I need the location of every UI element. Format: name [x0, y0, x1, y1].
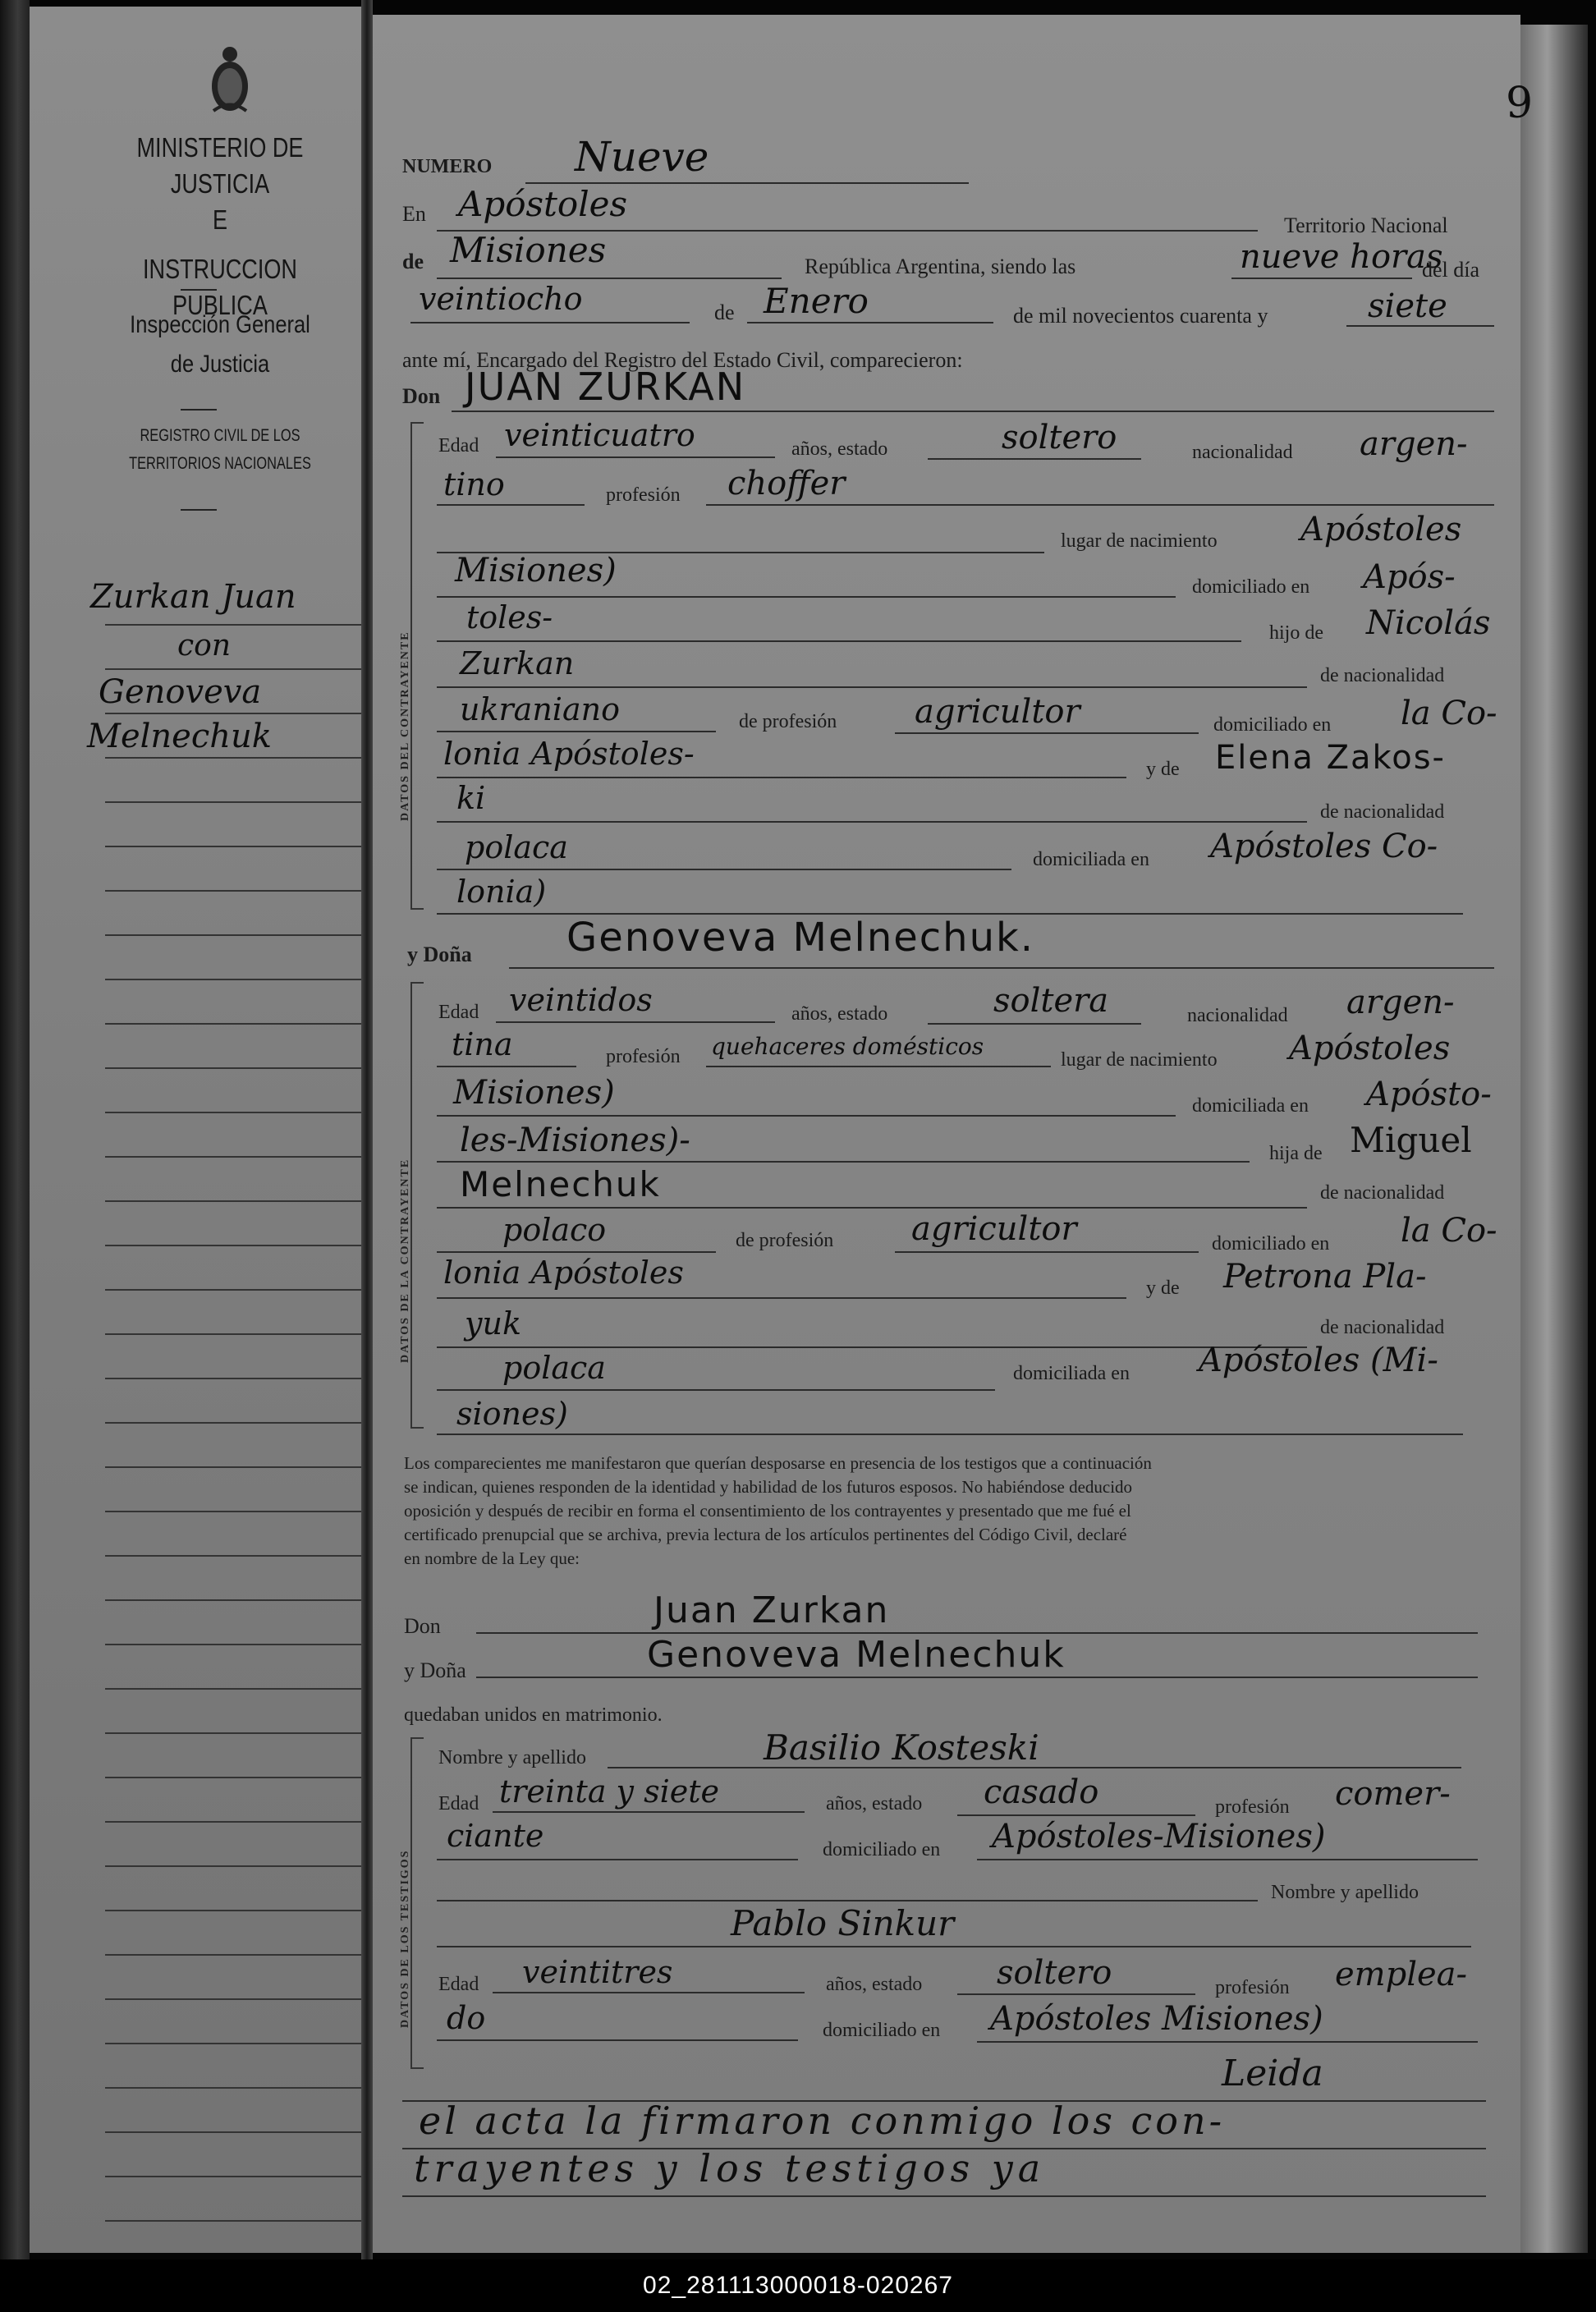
- margin-divider: [181, 509, 217, 511]
- label-groom-father-prof: de profesión: [739, 711, 837, 732]
- hw-groom-nat-1: argen-: [1360, 425, 1468, 463]
- label-bride-nacionalidad: nacionalidad: [1187, 1005, 1288, 1026]
- hw-bride-father-nat: polaco: [502, 1212, 607, 1248]
- label-bride-estado: años, estado: [791, 1003, 888, 1025]
- label-bride-father-prof: de profesión: [736, 1230, 834, 1251]
- hw-groom-father-nat: ukraniano: [460, 691, 620, 727]
- margin-note-line-4: Melnechuk: [87, 718, 273, 755]
- hw-w2-prof-2: do: [447, 2000, 486, 2036]
- hw-w2-status: soltero: [997, 1954, 1112, 1992]
- hw-groom-dom-2: toles-: [466, 599, 553, 635]
- hw-w2-name: Pablo Sinkur: [731, 1903, 955, 1943]
- hw-bride-mother-dom-1: Apóstoles (Mi-: [1199, 1342, 1438, 1379]
- label-w1-domicilio: domiciliado en: [823, 1839, 941, 1860]
- page-right-edge: [1520, 25, 1588, 2253]
- label-w1-nombre: Nombre y apellido: [438, 1747, 586, 1768]
- hw-w1-prof-1: comer-: [1335, 1775, 1451, 1813]
- hw-mes: Enero: [764, 281, 869, 321]
- hw-bride-dom-1: Apósto-: [1366, 1076, 1492, 1113]
- label-bride-mother-dom: domiciliada en: [1013, 1363, 1130, 1384]
- label-groom-lugar: lugar de nacimiento: [1061, 530, 1218, 552]
- hw-hora: nueve horas: [1240, 238, 1443, 276]
- label-groom-edad: Edad: [438, 435, 479, 456]
- hw-bride-name: Genoveva Melnechuk.: [566, 915, 1035, 961]
- hw-groom-nat-2: tino: [443, 466, 505, 502]
- label-w2-edad: Edad: [438, 1974, 479, 1995]
- margin-divider: [181, 289, 217, 291]
- label-en: En: [402, 202, 426, 226]
- hw-groom-mother-dom-2: lonia): [456, 874, 547, 910]
- bride-bracket: [410, 982, 424, 1429]
- label-w1-profesion: profesión: [1215, 1796, 1290, 1818]
- hw-bride-father-1: Miguel: [1350, 1120, 1472, 1160]
- label-bride-lugar: lugar de nacimiento: [1061, 1049, 1218, 1071]
- hw-bride-mother-dom-2: siones): [456, 1396, 568, 1432]
- label-groom-y-de: y de: [1146, 759, 1180, 780]
- hw-bride-mother-1: Petrona Pla-: [1223, 1258, 1427, 1296]
- hw-groom-dom-1: Após-: [1363, 558, 1456, 596]
- margin-registry-line-1: REGISTRO CIVIL DE LOS: [140, 426, 300, 445]
- label-numero: NUMERO: [402, 156, 493, 177]
- hw-groom-father-1: Nicolás: [1366, 604, 1491, 642]
- label-groom-father-nat: de nacionalidad: [1320, 665, 1445, 686]
- hw-bride-nat-2: tina: [452, 1026, 513, 1062]
- hw-w2-prof-1: emplea-: [1335, 1956, 1468, 1993]
- hw-united-don: Juan Zurkan: [654, 1590, 890, 1631]
- hw-bride-mother-2: yuk: [465, 1305, 521, 1342]
- hw-closing-3: trayentes y los testigos ya: [414, 2146, 1046, 2190]
- hw-groom-name: JUAN ZURKAN: [465, 365, 746, 409]
- label-ante-mi: ante mí, Encargado del Registro del Estado Civil, comparecieron:: [402, 348, 963, 372]
- declaration-paragraph: [404, 1452, 1488, 1571]
- label-republica: República Argentina, siendo las: [805, 255, 1076, 278]
- label-w2-estado: años, estado: [826, 1974, 923, 1995]
- page-number: 9: [1506, 79, 1534, 128]
- hw-bride-age: veintidos: [509, 982, 653, 1018]
- label-united-don: Don: [404, 1614, 441, 1638]
- margin-ministry-line-2: E: [212, 204, 228, 235]
- hw-united-dona: Genoveva Melnechuk: [647, 1634, 1066, 1676]
- hw-bride-father-dom-1: la Co-: [1401, 1212, 1497, 1250]
- label-bride-mother-nat: de nacionalidad: [1320, 1317, 1445, 1338]
- hw-w1-prof-2: ciante: [447, 1818, 544, 1854]
- hw-closing-2: el acta la firmaron conmigo los con-: [419, 2099, 1226, 2143]
- hw-groom-status: soltero: [1002, 419, 1117, 456]
- hw-groom-prof: choffer: [727, 465, 846, 502]
- hw-bride-birth-2: Misiones): [453, 1074, 615, 1112]
- hw-w1-dom: Apóstoles-Misiones): [992, 1818, 1326, 1856]
- hw-numero: Nueve: [575, 133, 709, 181]
- hw-bride-father-dom-2: lonia Apóstoles: [443, 1255, 684, 1291]
- label-bride-profesion: profesión: [606, 1046, 681, 1067]
- page-gutter: [361, 0, 373, 2259]
- hw-groom-mother-1: Elena Zakos-: [1215, 739, 1446, 777]
- hw-bride-birth-1: Apóstoles: [1289, 1030, 1451, 1067]
- image-caption: 02_281113000018-020267: [0, 2259, 1596, 2312]
- label-bride-edad: Edad: [438, 1002, 479, 1023]
- margin-ministry-line-3: INSTRUCCION PUBLICA: [143, 254, 297, 320]
- declaration-line-2: se indican, quienes responden de la identidad y habilidad de los futuros esposos. No habiéndose deducido: [404, 1477, 1133, 1497]
- declaration-line-3: oposición y después de recibir en forma el consentimiento de los contrayentes y presentado que me fué el: [404, 1501, 1131, 1521]
- label-groom-nacionalidad: nacionalidad: [1192, 442, 1293, 463]
- hw-dia: veintiocho: [419, 281, 583, 317]
- hw-lugar: Apóstoles: [458, 184, 628, 224]
- national-seal-icon: [205, 41, 255, 119]
- label-groom-hijo: hijo de: [1269, 622, 1323, 644]
- label-w1-estado: años, estado: [826, 1793, 923, 1814]
- label-del-dia: del día: [1422, 258, 1480, 282]
- hw-w1-name: Basilio Kosteski: [764, 1727, 1039, 1768]
- label-bride-hija: hija de: [1269, 1143, 1323, 1164]
- label-bride-father-dom: domiciliado en: [1212, 1233, 1330, 1255]
- book-binding-edge: [0, 0, 30, 2259]
- label-y-dona: y Doña: [407, 943, 472, 966]
- label-bride-y-de: y de: [1146, 1278, 1180, 1299]
- witnesses-bracket: [410, 1737, 424, 2069]
- label-quedaban: quedaban unidos en matrimonio.: [404, 1704, 663, 1726]
- label-w2-nombre: Nombre y apellido: [1271, 1882, 1419, 1903]
- label-united-dona: y Doña: [404, 1658, 466, 1682]
- margin-note-line-3: Genoveva: [99, 673, 262, 711]
- hw-territorio: Misiones: [450, 230, 607, 270]
- label-de-mil: de mil novecientos cuarenta y: [1013, 304, 1268, 328]
- hw-bride-mother-nat: polaca: [502, 1350, 606, 1386]
- hw-bride-prof: quehaceres domésticos: [711, 1033, 984, 1060]
- hw-w1-status: casado: [984, 1773, 1099, 1811]
- hw-groom-mother-dom-1: Apóstoles Co-: [1210, 828, 1438, 865]
- label-groom-profesion: profesión: [606, 484, 681, 506]
- hw-anio: siete: [1368, 287, 1447, 325]
- hw-w2-dom: Apóstoles Misiones): [990, 2000, 1323, 2038]
- hw-w2-age: veintitres: [522, 1954, 673, 1990]
- margin-inspection-line-2: de Justicia: [170, 351, 270, 378]
- declaration-line-4: certificado prenupcial que se archiva, previa lectura de los artículos pertinentes del Código Civil, declaré: [404, 1525, 1127, 1544]
- groom-bracket: [410, 422, 424, 910]
- margin-registry-line-2: TERRITORIOS NACIONALES: [129, 454, 311, 473]
- hw-bride-dom-2: les-Misiones)-: [460, 1122, 690, 1159]
- hw-groom-father-dom-1: la Co-: [1401, 695, 1497, 732]
- label-datos-contrayente: DATOS DEL CONTRAYENTE: [399, 631, 411, 821]
- label-groom-father-dom: domiciliado en: [1213, 714, 1332, 736]
- label-w1-edad: Edad: [438, 1793, 479, 1814]
- label-de: de: [402, 250, 424, 273]
- label-territorio: Territorio Nacional: [1284, 213, 1448, 237]
- hw-groom-mother-2: ki: [456, 780, 486, 816]
- hw-bride-father-2: Melnechuk: [460, 1164, 661, 1204]
- hw-bride-status: soltera: [993, 982, 1109, 1020]
- declaration-line-1: Los comparecientes me manifestaron que querían desposarse en presencia de los testigos que a continuación: [404, 1453, 1152, 1473]
- hw-bride-father-prof: agricultor: [911, 1210, 1077, 1248]
- label-w2-profesion: profesión: [1215, 1977, 1290, 1998]
- hw-bride-nat-1: argen-: [1346, 984, 1455, 1021]
- hw-groom-father-dom-2: lonia Apóstoles-: [443, 736, 695, 772]
- hw-groom-father-2: Zurkan: [460, 645, 575, 681]
- label-bride-father-nat: de nacionalidad: [1320, 1182, 1445, 1204]
- hw-groom-birth-1: Apóstoles: [1300, 511, 1462, 548]
- margin-ministry-line-1: MINISTERIO DE JUSTICIA: [136, 132, 304, 199]
- hw-groom-birth-2: Misiones): [455, 552, 617, 589]
- label-groom-mother-dom: domiciliada en: [1033, 849, 1149, 870]
- label-don: Don: [402, 384, 441, 408]
- label-groom-estado: años, estado: [791, 438, 888, 460]
- margin-column: [30, 7, 366, 2253]
- label-w2-domicilio: domiciliado en: [823, 2020, 941, 2041]
- declaration-line-5: en nombre de la Ley que:: [404, 1548, 580, 1568]
- hw-w1-age: treinta y siete: [499, 1773, 720, 1810]
- hw-groom-age: veinticuatro: [504, 417, 695, 453]
- hw-groom-mother-nat: polaca: [465, 829, 568, 865]
- hw-closing-1: Leida: [1222, 2053, 1323, 2094]
- label-datos-testigos: DATOS DE LOS TESTIGOS: [399, 1849, 411, 2028]
- margin-divider: [181, 409, 217, 411]
- hw-groom-father-prof: agricultor: [915, 693, 1080, 731]
- label-datos-contrayenta: DATOS DE LA CONTRAYENTE: [399, 1158, 411, 1363]
- margin-inspection-line-1: Inspección General: [130, 311, 310, 338]
- label-groom-mother-nat: de nacionalidad: [1320, 801, 1445, 823]
- margin-note-line-2: con: [177, 629, 232, 663]
- label-bride-domicilio: domiciliada en: [1192, 1095, 1309, 1117]
- label-groom-domicilio: domiciliado en: [1192, 576, 1310, 598]
- margin-note-line-1: Zurkan Juan: [90, 578, 296, 616]
- label-de-mes: de: [714, 300, 735, 324]
